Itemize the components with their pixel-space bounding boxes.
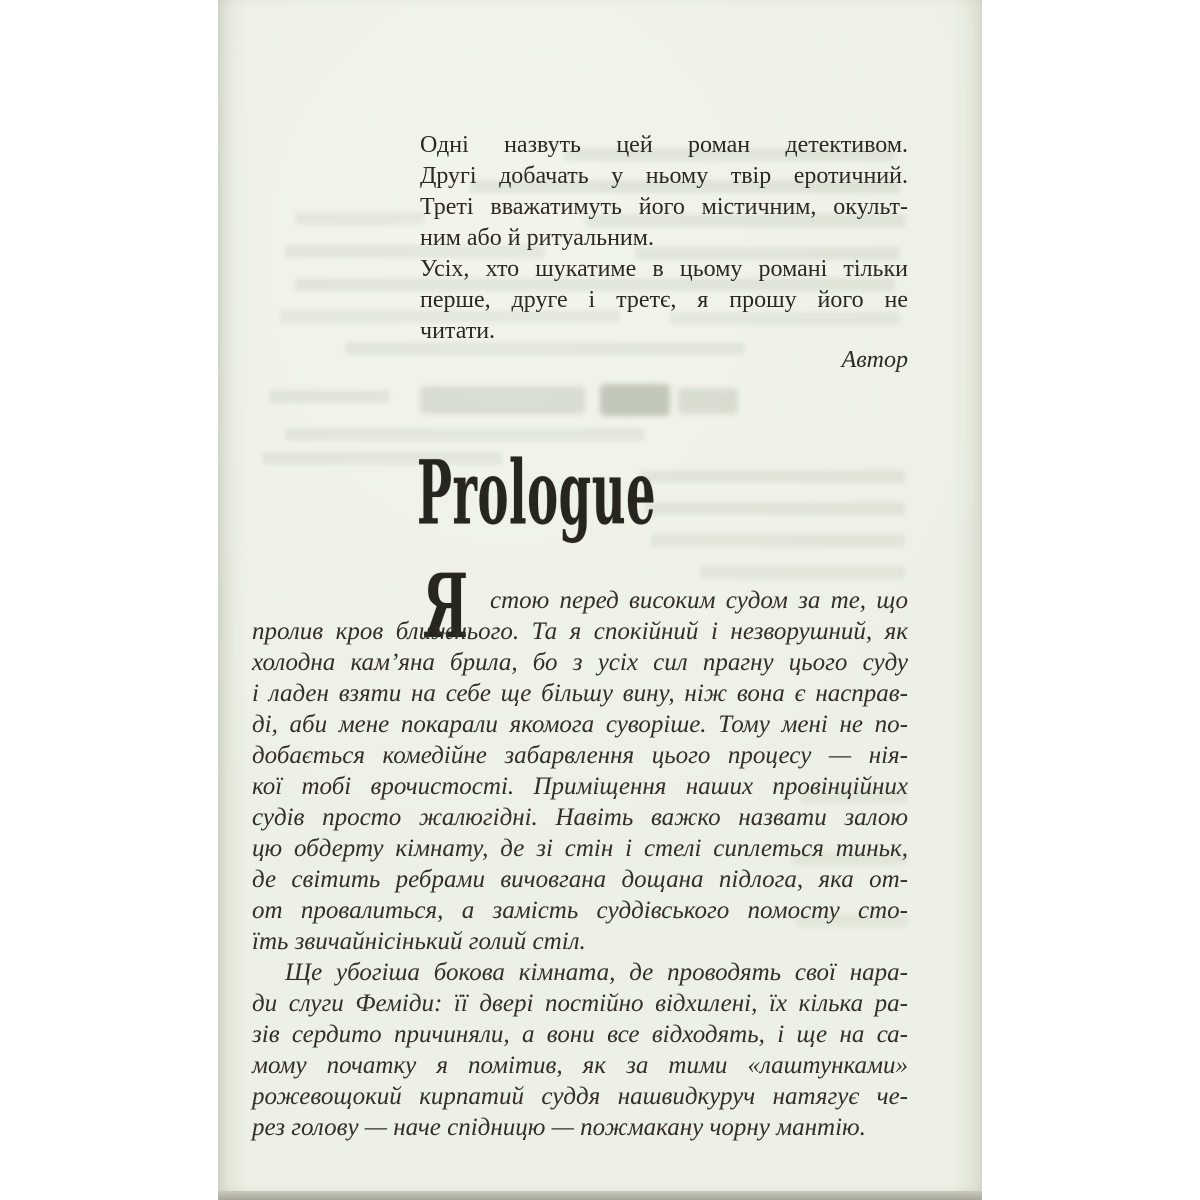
bleed-through-line xyxy=(295,212,425,225)
bleed-through-line xyxy=(270,390,390,403)
body-line: їть звичайнісінький голий стіл. xyxy=(252,928,586,955)
book-page xyxy=(218,0,982,1191)
bleed-through-title xyxy=(420,386,585,414)
body-line: добається комедійне забарвлення цього процесу — нія- xyxy=(252,742,908,769)
body-line: от провалиться, а замість суддівського помосту сто- xyxy=(252,897,908,924)
epigraph-line: читати. xyxy=(420,318,496,344)
body-line: мому початку я помітив, як за тими «лаштунками» xyxy=(252,1052,908,1079)
body-line: рожевощокий кирпатий суддя нашвидкуруч натягує че- xyxy=(252,1083,908,1110)
body-line: ди слуги Феміди: її двері постійно відхилені, їх кілька ра- xyxy=(252,990,908,1017)
epigraph-line: ним або й ритуальним. xyxy=(420,225,654,251)
body-line: де світить ребрами вичовгана дощана підлога, яка от- xyxy=(252,866,908,893)
epigraph-line: Треті вважатимуть його містичним, окульт- xyxy=(420,194,908,220)
body-text xyxy=(252,585,908,1143)
epigraph-line: Усіх, хто шукатиме в цьому романі тільки xyxy=(420,256,908,282)
body-line: кої тобі врочистості. Приміщення наших провінційних xyxy=(252,773,908,800)
body-line: судів просто жалюгідні. Навіть важко назвати залою xyxy=(252,804,908,831)
body-line: пролив кров ближнього. Та я спокійний і незворушний, як xyxy=(252,618,908,645)
epigraph xyxy=(420,130,908,347)
chapter-title: Prologue xyxy=(417,441,657,545)
body-line: стою перед високим судом за те, що xyxy=(490,587,908,614)
bleed-through-line xyxy=(650,534,905,547)
bleed-through-line xyxy=(700,566,905,579)
epigraph-line: Другі добачать у ньому твір еротичний. xyxy=(420,163,908,189)
bleed-through-title xyxy=(678,388,738,414)
bleed-through-line xyxy=(285,428,645,441)
epigraph-line: Одні назвуть цей роман детективом. xyxy=(420,132,908,158)
bleed-through-title xyxy=(600,384,670,416)
body-line: ді, аби мене покарали якомога суворіше. Тому мені не по- xyxy=(252,711,908,738)
body-line: рез голову — наче спідницю — пожмакану чорну мантію. xyxy=(252,1114,866,1141)
body-line: і ладен взяти на себе ще більшу вину, ніж вона є насправ- xyxy=(252,680,908,707)
epigraph-attribution: Автор xyxy=(841,347,908,373)
body-line: цю обдерту кімнату, де зі стін і стелі сиплеться тиньк, xyxy=(252,835,908,862)
epigraph-line: перше, друге і третє, я прошу його не xyxy=(420,287,908,313)
body-line: зів сердито причиняли, а вони все відходять, і ще на са- xyxy=(252,1021,908,1048)
page-bottom-edge xyxy=(218,1191,982,1200)
body-line: холодна кам’яна брила, бо з усіх сил прагну цього суду xyxy=(252,649,908,676)
body-line: Ще убогіша бокова кімната, де проводять свої нара- xyxy=(285,959,908,986)
drop-cap: Я xyxy=(423,554,469,658)
